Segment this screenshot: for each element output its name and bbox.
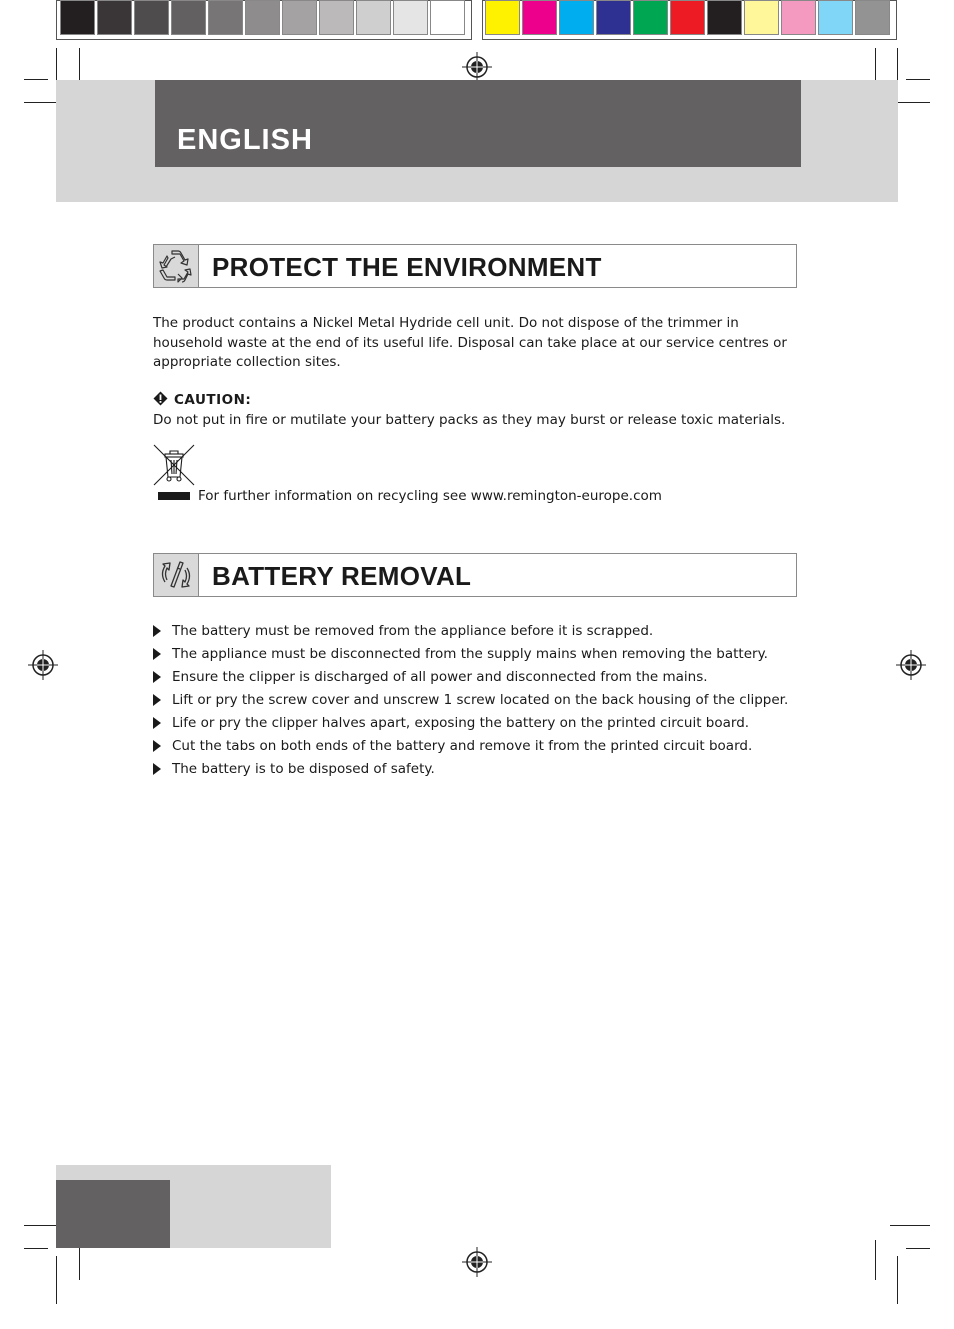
color-swatch xyxy=(430,0,465,35)
list-item xyxy=(153,622,813,645)
color-swatch xyxy=(356,0,391,35)
color-swatch xyxy=(393,0,428,35)
crop-mark xyxy=(56,1256,57,1304)
battery-section-title: BATTERY REMOVAL xyxy=(212,561,472,591)
color-swatch xyxy=(744,0,779,35)
page-number-block xyxy=(56,1180,170,1248)
environment-section-heading xyxy=(153,244,797,288)
crop-mark xyxy=(906,79,930,80)
bullet-triangle-icon xyxy=(153,763,161,775)
caution-text: Do not put in fire or mutilate your battery packs as they may burst or release toxic materials. xyxy=(153,411,786,428)
color-swatch xyxy=(97,0,132,35)
battery-section-heading xyxy=(153,553,797,597)
crop-mark xyxy=(24,79,48,80)
crop-mark xyxy=(890,1225,930,1226)
bullet-triangle-icon xyxy=(153,625,161,637)
registration-mark-icon xyxy=(28,650,58,680)
color-swatch xyxy=(559,0,594,35)
step-text: The battery is to be disposed of safety. xyxy=(172,761,435,777)
color-swatch xyxy=(485,0,520,35)
recycle-icon xyxy=(154,245,199,287)
color-swatch xyxy=(522,0,557,35)
color-swatch xyxy=(171,0,206,35)
environment-section-title: PROTECT THE ENVIRONMENT xyxy=(212,252,602,282)
weee-bar xyxy=(158,492,190,500)
step-text: Life or pry the clipper halves apart, exposing the battery on the printed circuit board. xyxy=(172,715,750,731)
color-swatch xyxy=(670,0,705,35)
step-text: Cut the tabs on both ends of the battery and remove it from the printed circuit board. xyxy=(172,738,753,754)
color-swatch xyxy=(633,0,668,35)
crop-mark xyxy=(875,1240,876,1280)
crop-mark xyxy=(897,1256,898,1304)
environment-paragraph: The product contains a Nickel Metal Hydride cell unit. Do not dispose of the trimmer in household waste at the end of its useful life. Disposal can take place at our service centres or appropriate collection sites. xyxy=(153,315,787,370)
color-swatch xyxy=(245,0,280,35)
bullet-triangle-icon xyxy=(153,671,161,683)
language-header xyxy=(155,80,801,167)
list-item xyxy=(153,760,813,783)
registration-mark-icon xyxy=(896,650,926,680)
color-swatch xyxy=(818,0,853,35)
list-item xyxy=(153,714,813,737)
list-item xyxy=(153,737,813,760)
list-item xyxy=(153,668,813,691)
color-swatch-strip xyxy=(485,0,892,38)
color-swatch xyxy=(282,0,317,35)
color-swatch xyxy=(781,0,816,35)
caution-block xyxy=(153,391,798,430)
crop-mark xyxy=(24,1248,48,1249)
color-swatch xyxy=(319,0,354,35)
color-swatch xyxy=(855,0,890,35)
bullet-triangle-icon xyxy=(153,694,161,706)
list-item xyxy=(153,645,813,668)
registration-mark-icon xyxy=(462,52,492,82)
recycling-note: For further information on recycling see www.remington-europe.com xyxy=(198,488,662,504)
list-item xyxy=(153,691,813,714)
crossed-out-wheelie-bin-icon xyxy=(152,443,196,487)
color-swatch xyxy=(596,0,631,35)
color-swatch xyxy=(707,0,742,35)
color-swatch xyxy=(60,0,95,35)
battery-removal-steps xyxy=(153,622,813,783)
step-text: Ensure the clipper is discharged of all power and disconnected from the mains. xyxy=(172,669,708,685)
battery-removal-icon xyxy=(154,554,199,596)
color-swatch xyxy=(208,0,243,35)
registration-mark-icon xyxy=(462,1247,492,1277)
gray-swatch-strip xyxy=(60,0,467,38)
caution-label: CAUTION: xyxy=(174,392,252,408)
bullet-triangle-icon xyxy=(153,740,161,752)
caution-diamond-icon xyxy=(153,391,168,406)
language-title: ENGLISH xyxy=(177,124,313,156)
crop-mark xyxy=(906,1248,930,1249)
bullet-triangle-icon xyxy=(153,717,161,729)
step-text: Lift or pry the screw cover and unscrew 1 screw located on the back housing of the clipper. xyxy=(172,692,789,708)
step-text: The appliance must be disconnected from the supply mains when removing the battery. xyxy=(172,646,768,662)
color-swatch xyxy=(134,0,169,35)
bullet-triangle-icon xyxy=(153,648,161,660)
step-text: The battery must be removed from the appliance before it is scrapped. xyxy=(172,623,654,639)
